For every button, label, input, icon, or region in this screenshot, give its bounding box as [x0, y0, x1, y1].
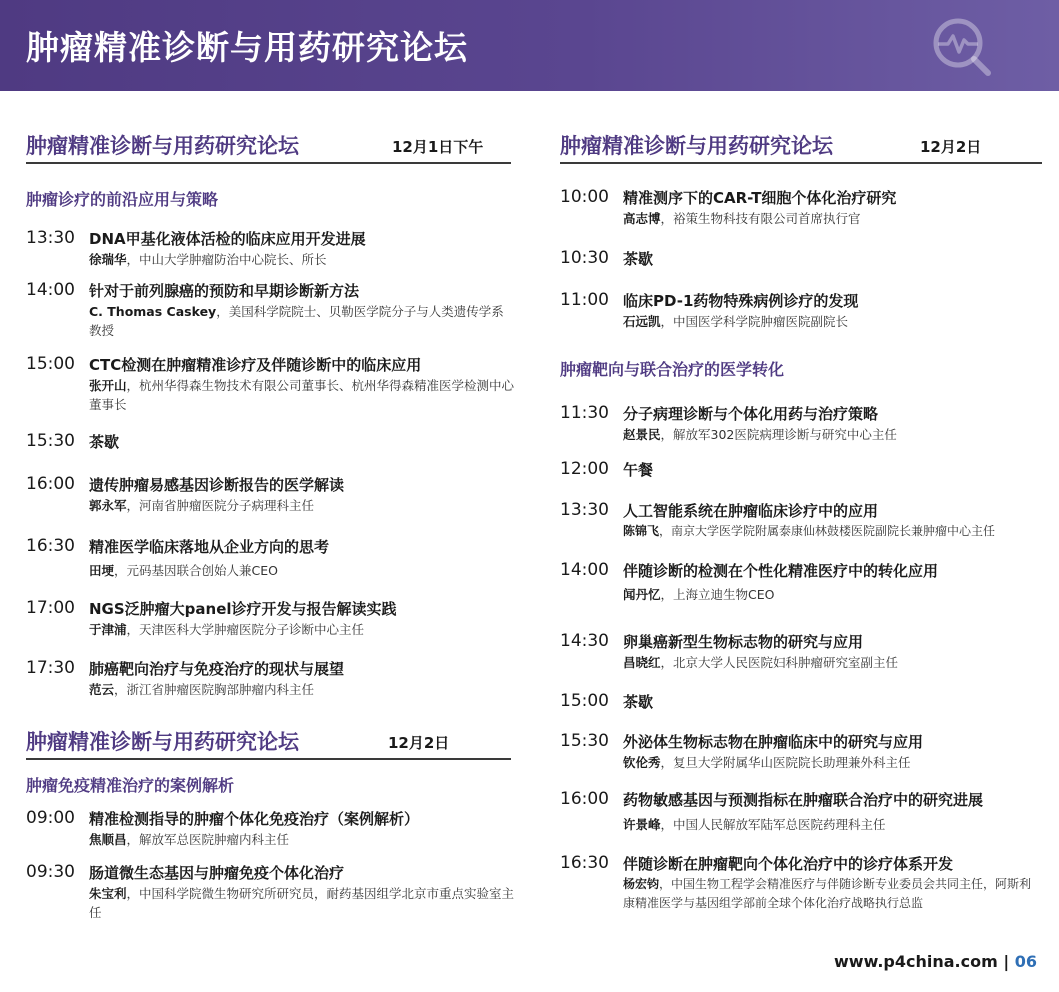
item-speaker	[89, 376, 521, 414]
item-time: 16:00	[560, 789, 609, 809]
item-topic: 肺癌靶向治疗与免疫治疗的现状与展望	[89, 660, 345, 678]
item-topic: 精准测序下的CAR-T细胞个体化治疗研究	[623, 189, 897, 207]
speaker-name: 焦顺昌	[89, 832, 127, 847]
item-time: 16:30	[560, 853, 609, 873]
item-time: 13:30	[560, 500, 609, 520]
item-topic: 茶歇	[623, 250, 654, 268]
item-time: 10:30	[560, 248, 609, 268]
session-subtitle-dec1: 肿瘤诊疗的前沿应用与策略	[26, 190, 219, 209]
speaker-name: 闻丹忆	[623, 587, 661, 602]
section-header-dec2b	[560, 130, 1042, 164]
item-speaker	[623, 209, 1041, 228]
item-topic: 遗传肿瘤易感基因诊断报告的医学解读	[89, 476, 345, 494]
speaker-name: 许景峰	[623, 817, 661, 832]
section-title: 肿瘤精准诊断与用药研究论坛	[26, 134, 299, 158]
item-topic: 肠道微生态基因与肿瘤免疫个体化治疗	[89, 864, 345, 882]
item-time: 12:00	[560, 459, 609, 479]
section-date: 12月1日下午	[392, 138, 484, 156]
item-time: 14:30	[560, 631, 609, 651]
speaker-detail: ，杭州华得森生物技术有限公司董事长、杭州华得森精准医学检测中心董事长	[89, 378, 515, 412]
speaker-name: 田埂	[89, 563, 115, 578]
item-time: 15:30	[26, 431, 75, 451]
item-speaker	[89, 620, 519, 639]
page-header	[0, 0, 1059, 91]
item-speaker	[623, 753, 1041, 772]
item-topic: 伴随诊断的检测在个性化精准医疗中的转化应用	[623, 562, 939, 580]
item-speaker	[623, 815, 1041, 834]
speaker-detail: ，天津医科大学肿瘤医院分子诊断中心主任	[126, 622, 365, 637]
item-time: 16:30	[26, 536, 75, 556]
item-speaker	[89, 496, 519, 515]
speaker-detail: ，河南省肿瘤医院分子病理科主任	[126, 498, 315, 513]
speaker-name: 张开山	[89, 378, 127, 393]
item-time: 17:00	[26, 598, 75, 618]
speaker-detail: ，美国科学院院士、贝勒医学院分子与人类遗传学系教授	[89, 304, 504, 338]
page-footer	[834, 952, 1037, 971]
speaker-name: 范云	[89, 682, 115, 697]
speaker-detail: ，元码基因联合创始人兼CEO	[114, 563, 278, 578]
speaker-detail: ，中国医学科学院肿瘤医院副院长	[660, 314, 849, 329]
item-time: 09:30	[26, 862, 75, 882]
section-date: 12月2日	[388, 734, 450, 752]
item-speaker	[623, 312, 1041, 331]
item-topic: 伴随诊断在肿瘤靶向个体化治疗中的诊疗体系开发	[623, 855, 954, 873]
speaker-detail: ，上海立迪生物CEO	[660, 587, 775, 602]
item-topic: 外泌体生物标志物在肿瘤临床中的研究与应用	[623, 733, 924, 751]
speaker-name: 朱宝利	[89, 886, 127, 901]
item-time: 10:00	[560, 187, 609, 207]
speaker-detail: ，解放军302医院病理诊断与研究中心主任	[660, 427, 897, 442]
section-header-dec1	[26, 130, 511, 164]
item-topic: 茶歇	[89, 433, 120, 451]
speaker-name: 徐瑞华	[89, 252, 127, 267]
item-topic: 分子病理诊断与个体化用药与治疗策略	[623, 405, 879, 423]
speaker-name: 陈锦飞	[623, 524, 660, 538]
speaker-detail: ，中国人民解放军陆军总医院药理科主任	[660, 817, 886, 832]
header-title: 肿瘤精准诊断与用药研究论坛	[26, 28, 468, 67]
section-title: 肿瘤精准诊断与用药研究论坛	[560, 134, 833, 158]
item-speaker	[89, 561, 519, 580]
item-time: 14:00	[26, 280, 75, 300]
speaker-detail: ，北京大学人民医院妇科肿瘤研究室副主任	[660, 655, 899, 670]
speaker-name: C. Thomas Caskey	[89, 304, 217, 319]
footer-separator: |	[1003, 952, 1010, 971]
item-time: 15:00	[26, 354, 75, 374]
speaker-detail: ，南京大学医学院附属泰康仙林鼓楼医院副院长兼肿瘤中心主任	[659, 524, 996, 538]
item-time: 17:30	[26, 658, 75, 678]
item-speaker	[89, 830, 519, 849]
speaker-detail: ，裕策生物科技有限公司首席执行官	[660, 211, 861, 226]
item-time: 15:30	[560, 731, 609, 751]
item-speaker	[89, 302, 507, 340]
item-time: 11:00	[560, 290, 609, 310]
item-topic: CTC检测在肿瘤精准诊疗及伴随诊断中的临床应用	[89, 356, 422, 374]
magnifier-heartbeat-icon	[926, 10, 996, 80]
item-time: 13:30	[26, 228, 75, 248]
session-subtitle-dec2b: 肿瘤靶向与联合治疗的医学转化	[560, 360, 785, 379]
item-topic: 精准医学临床落地从企业方向的思考	[89, 538, 330, 556]
section-header-dec2a	[26, 726, 511, 760]
item-topic: 临床PD-1药物特殊病例诊疗的发现	[623, 292, 859, 310]
item-topic: DNA甲基化液体活检的临床应用开发进展	[89, 230, 366, 248]
item-speaker	[89, 250, 519, 269]
speaker-name: 高志博	[623, 211, 661, 226]
speaker-detail: ，中山大学肿瘤防治中心院长、所长	[126, 252, 327, 267]
speaker-detail: ，中国生物工程学会精准医疗与伴随诊断专业委员会共同主任，阿斯利康精准医学与基因组学部前全球个体化治疗战略执行总监	[623, 877, 1032, 910]
item-topic: NGS泛肿瘤大panel诊疗开发与报告解读实践	[89, 600, 397, 618]
item-time: 11:30	[560, 403, 609, 423]
item-speaker	[623, 425, 1041, 444]
speaker-name: 于津浦	[89, 622, 127, 637]
item-time: 09:00	[26, 808, 75, 828]
item-time: 16:00	[26, 474, 75, 494]
speaker-detail: ，浙江省肿瘤医院胸部肿瘤内科主任	[114, 682, 315, 697]
item-time: 14:00	[560, 560, 609, 580]
item-time: 15:00	[560, 691, 609, 711]
speaker-name: 郭永军	[89, 498, 127, 513]
item-speaker	[89, 680, 519, 699]
item-speaker	[89, 884, 521, 922]
item-topic: 卵巢癌新型生物标志物的研究与应用	[623, 633, 864, 651]
session-subtitle-dec2a: 肿瘤免疫精准治疗的案例解析	[26, 776, 235, 795]
speaker-detail: ，复旦大学附属华山医院院长助理兼外科主任	[660, 755, 911, 770]
item-speaker	[623, 585, 1041, 604]
speaker-name: 钦伦秀	[623, 755, 661, 770]
speaker-detail: ，中国科学院微生物研究所研究员，耐药基因组学北京市重点实验室主任	[89, 886, 515, 920]
speaker-name: 石远凯	[623, 314, 661, 329]
speaker-name: 赵景民	[623, 427, 661, 442]
item-topic: 药物敏感基因与预测指标在肿瘤联合治疗中的研究进展	[623, 791, 984, 809]
item-topic: 针对于前列腺癌的预防和早期诊断新方法	[89, 282, 360, 300]
speaker-name: 杨宏钧	[623, 877, 660, 891]
section-date: 12月2日	[920, 138, 982, 156]
item-speaker	[623, 653, 1041, 672]
item-topic: 茶歇	[623, 693, 654, 711]
item-topic: 精准检测指导的肿瘤个体化免疫治疗（案例解析）	[89, 810, 420, 828]
page-number: 06	[1014, 952, 1038, 971]
item-topic: 午餐	[623, 461, 654, 479]
speaker-detail: ，解放军总医院肿瘤内科主任	[126, 832, 290, 847]
item-speaker	[623, 522, 1043, 541]
website-link[interactable]: www.p4china.com	[834, 952, 998, 971]
item-topic: 人工智能系统在肿瘤临床诊疗中的应用	[623, 502, 879, 520]
speaker-name: 昌晓红	[623, 655, 661, 670]
section-title: 肿瘤精准诊断与用药研究论坛	[26, 730, 299, 754]
item-speaker	[623, 875, 1041, 913]
